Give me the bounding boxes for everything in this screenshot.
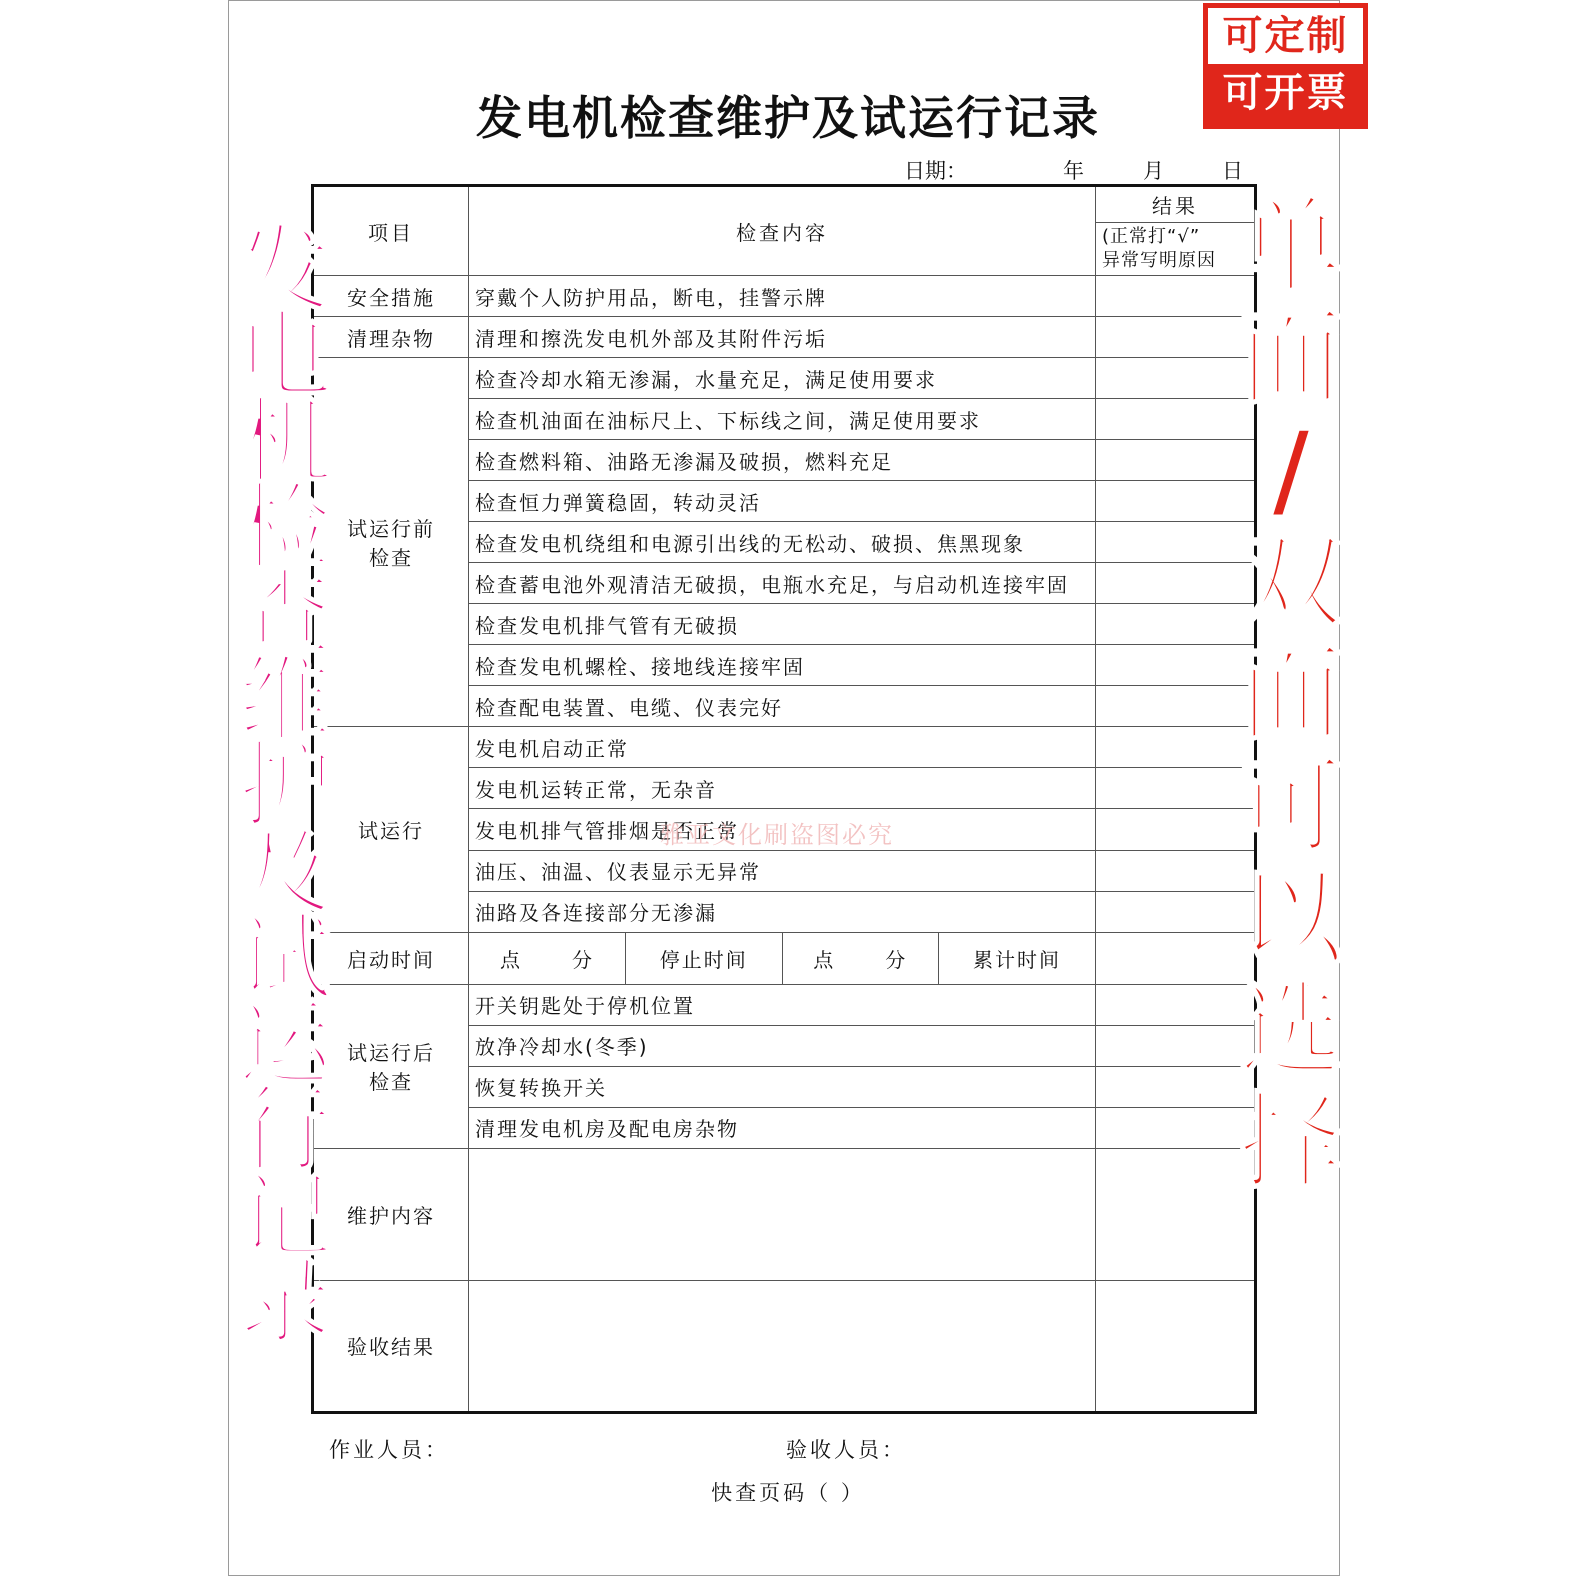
inspector-label: 验收人员： (786, 1438, 906, 1462)
time-row (469, 932, 1096, 984)
content-row: 恢复转换开关 (469, 1066, 1096, 1107)
overlay-char: 面 (1238, 297, 1343, 419)
content-row: 油路及各连接部分无渗漏 (469, 891, 1096, 932)
result-cell[interactable] (1096, 727, 1256, 768)
badge-customizable: 可定制 (1208, 8, 1363, 64)
content-row: 放净冷却水(冬季) (469, 1025, 1096, 1066)
result-cell[interactable] (1096, 1066, 1256, 1107)
overlay-char: 运 (237, 990, 332, 1099)
content-row: 检查蓄电池外观清洁无破损，电瓶水充足，与启动机连接牢固 (469, 563, 1096, 604)
stop-time-field[interactable] (782, 933, 939, 984)
item-start-time: 启动时间 (313, 932, 469, 984)
result-cell[interactable] (1096, 1025, 1256, 1066)
minute-label: 分 (572, 947, 594, 972)
result-cell[interactable] (1096, 399, 1256, 440)
overlay-char: / (1272, 409, 1310, 531)
item-maintenance: 维护内容 (313, 1148, 469, 1280)
header-content: 检查内容 (469, 186, 1096, 276)
item-trial-run: 试运行 (313, 727, 469, 932)
date-day: 日 (1222, 159, 1243, 183)
item-acceptance: 验收结果 (313, 1280, 469, 1412)
operator-label: 作业人员： (329, 1438, 449, 1462)
result-cell[interactable] (1096, 440, 1256, 481)
overlay-char: 单 (1238, 185, 1343, 307)
result-cell[interactable] (1096, 686, 1256, 727)
result-cell[interactable] (1096, 645, 1256, 686)
date-year: 年 (1063, 159, 1084, 183)
content-row: 检查恒力弹簧稳固，转动灵活 (469, 481, 1096, 522)
result-cell[interactable] (1096, 1107, 1256, 1148)
result-cell[interactable] (1096, 317, 1256, 358)
result-cell[interactable] (1096, 522, 1256, 563)
overlay-char: 机 (237, 388, 332, 497)
overlay-char: 及 (237, 818, 332, 927)
item-post-check-line2: 检查 (369, 1070, 413, 1095)
result-cell[interactable] (1096, 768, 1256, 809)
item-pre-check-line2: 检查 (369, 546, 413, 571)
result-note-1: (正常打“√” (1102, 226, 1201, 247)
acceptance-field[interactable] (469, 1280, 1096, 1412)
content-row: 检查冷却水箱无渗漏，水量充足，满足使用要求 (469, 358, 1096, 399)
form-title: 发电机检查维护及试运行记录 (476, 91, 1100, 145)
item-post-check-line1: 试运行后 (347, 1041, 435, 1066)
record-table (311, 184, 1257, 1414)
overlay-char: 选 (1238, 969, 1343, 1091)
header-result (1096, 186, 1256, 276)
start-time-field[interactable] (469, 933, 626, 984)
result-note-2: 异常写明原因 (1102, 250, 1216, 271)
content-cleanup: 清理和擦洗发电机外部及其附件污垢 (469, 317, 1096, 358)
content-row: 检查发电机螺栓、接地线连接牢固 (469, 645, 1096, 686)
overlay-char: 记 (237, 1162, 332, 1271)
maintenance-result[interactable] (1096, 1148, 1256, 1280)
badge-invoice: 可开票 (1222, 70, 1349, 116)
header-item: 项目 (313, 186, 469, 276)
content-row: 油压、油温、仪表显示无异常 (469, 850, 1096, 891)
overlay-char: 双 (1238, 521, 1343, 643)
overlay-char: 面 (1238, 633, 1343, 755)
result-cell[interactable] (1096, 850, 1256, 891)
content-row: 清理发电机房及配电房杂物 (469, 1107, 1096, 1148)
minute-label: 分 (885, 947, 908, 972)
result-cell[interactable] (1096, 891, 1256, 932)
content-row: 检查发电机绕组和电源引出线的无松动、破损、焦黑现象 (469, 522, 1096, 563)
vertical-title-overlay (230, 216, 340, 1357)
overlay-char: 发 (237, 216, 332, 325)
page-code: 快查页码（ ） (711, 1481, 865, 1505)
item-pre-check-line1: 试运行前 (347, 517, 435, 542)
item-cleanup: 清理杂物 (313, 317, 469, 358)
total-time-field[interactable] (1096, 932, 1256, 984)
overlay-char: 检 (237, 474, 332, 583)
overlay-char: 择 (1238, 1081, 1343, 1203)
content-row: 检查机油面在油标尺上、下标线之间，满足使用要求 (469, 399, 1096, 440)
content-row: 检查燃料箱、油路无渗漏及破损，燃料充足 (469, 440, 1096, 481)
vertical-print-option-overlay (1236, 185, 1346, 1203)
watermark: 雅亚文化刷盗图必究 (660, 821, 894, 849)
result-title: 结果 (1096, 187, 1254, 223)
content-row: 检查配电装置、电缆、仪表完好 (469, 686, 1096, 727)
date-month: 月 (1143, 159, 1164, 183)
content-row: 发电机排气管排烟是否正常 (469, 809, 1096, 850)
result-cell[interactable] (1096, 358, 1256, 399)
content-row: 检查发电机排气管有无破损 (469, 604, 1096, 645)
point-label: 点 (813, 947, 836, 972)
date-label: 日期： (904, 159, 967, 183)
overlay-char: 护 (237, 732, 332, 841)
overlay-char: 维 (237, 646, 332, 755)
result-cell[interactable] (1096, 563, 1256, 604)
acceptance-result[interactable] (1096, 1280, 1256, 1412)
result-cell[interactable] (1096, 984, 1256, 1025)
stop-time-label: 停止时间 (626, 933, 783, 984)
overlay-char: 行 (237, 1076, 332, 1185)
overlay-char: 以 (1238, 857, 1343, 979)
result-cell[interactable] (1096, 276, 1256, 317)
content-row: 发电机运转正常，无杂音 (469, 768, 1096, 809)
content-row: 发电机启动正常 (469, 727, 1096, 768)
point-label: 点 (500, 947, 522, 972)
maintenance-field[interactable] (469, 1148, 1096, 1280)
overlay-char: 录 (237, 1248, 332, 1357)
result-cell[interactable] (1096, 604, 1256, 645)
content-row: 开关钥匙处于停机位置 (469, 984, 1096, 1025)
overlay-char: 试 (237, 904, 332, 1013)
total-time-label: 累计时间 (973, 947, 1061, 972)
overlay-char: 电 (237, 302, 332, 411)
result-cell[interactable] (1096, 809, 1256, 850)
custom-badge (1203, 3, 1368, 129)
item-safety: 安全措施 (313, 276, 469, 317)
overlay-char: 可 (1238, 745, 1343, 867)
result-cell[interactable] (1096, 481, 1256, 522)
content-safety: 穿戴个人防护用品，断电，挂警示牌 (469, 276, 1096, 317)
overlay-char: 查 (237, 560, 332, 669)
